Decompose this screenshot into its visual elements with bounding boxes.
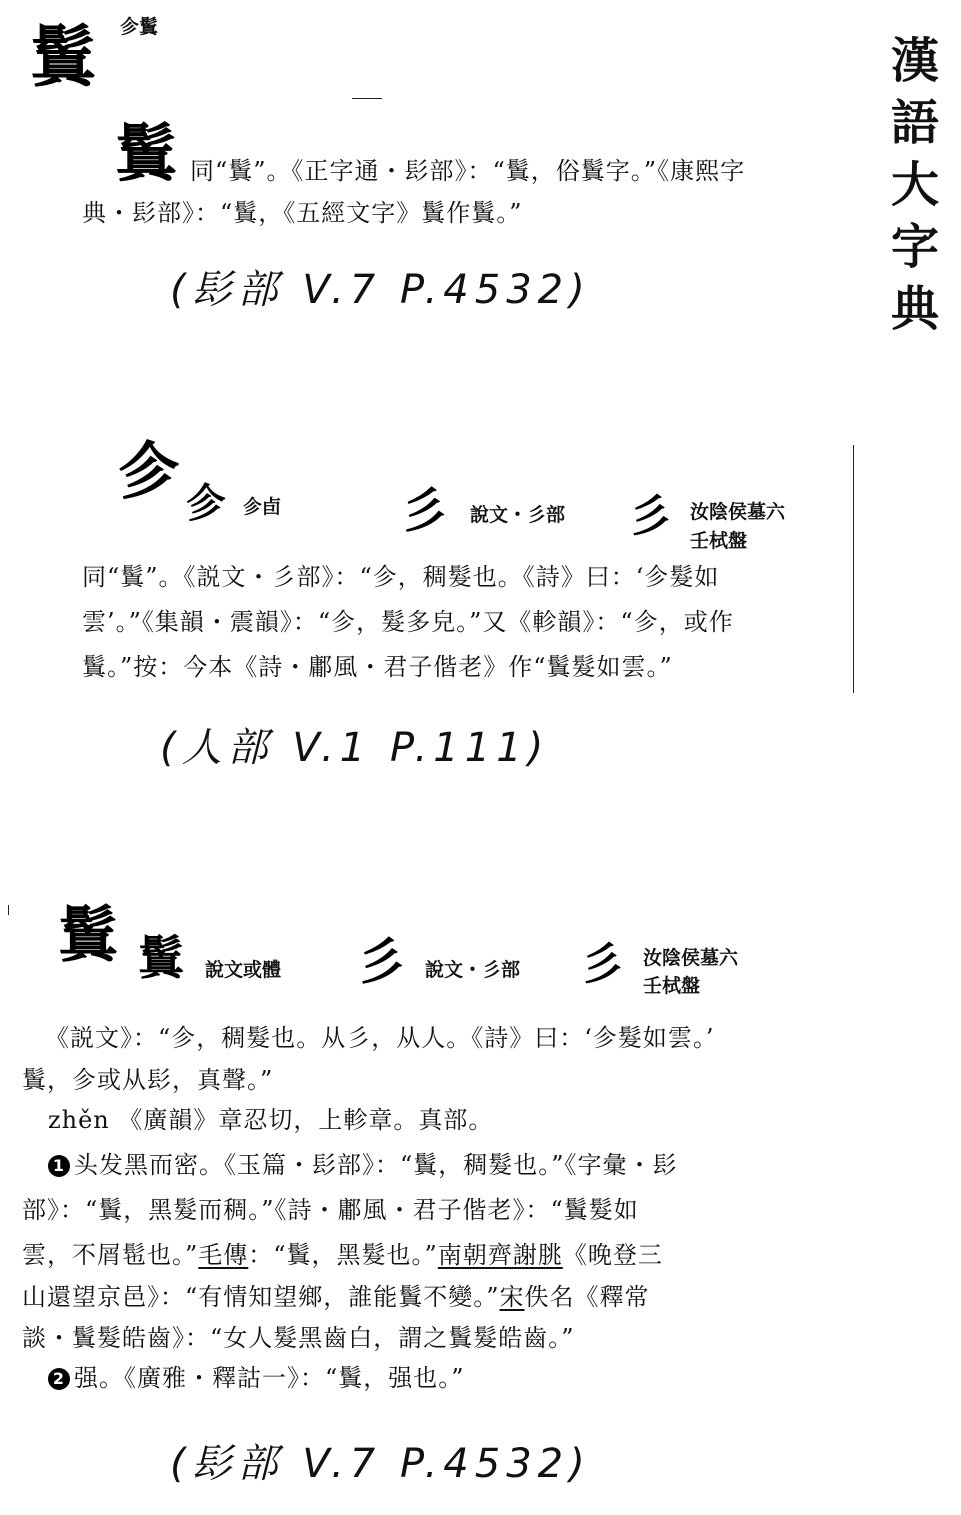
entry3-head-char: 鬒 — [58, 901, 118, 971]
entry2-form-3-label: 壬栻盤 — [690, 530, 748, 552]
entry1-handwritten-ref: (髟部 V.7 P.4532) — [170, 267, 591, 313]
sense-number-badge: 2 — [48, 1368, 70, 1390]
dynasty-name: 宋 — [499, 1283, 525, 1311]
entry3-handwritten-ref: (髟部 V.7 P.4532) — [170, 1441, 591, 1487]
margin-mark — [8, 905, 9, 915]
entry3-form-3-label: 汝陰侯墓六 — [643, 947, 739, 969]
entry2-head-char: 㐱 — [118, 435, 181, 508]
head-char-large: 鬒 — [30, 18, 96, 96]
definition-text: 談・鬒髮皓齒》：“女人髮黑齒白，謂之鬒髮皓齒。” — [22, 1324, 575, 1352]
entry3-seal-form-1: 鬒 — [138, 931, 184, 985]
definition-1 — [48, 1145, 678, 1180]
entry3-form-1-label: 說文或體 — [205, 959, 282, 981]
definition-text: 强。《廣雅・釋詁一》：“鬒，强也。” — [74, 1364, 465, 1392]
definition-text: 山還望京邑》：“有情知望鄉，誰能鬒不變。” — [22, 1283, 500, 1311]
column-rule — [853, 445, 854, 693]
entry3-text-line: 鬒，㐱或从髟，真聲。” — [22, 1066, 274, 1094]
entry2-handwritten-ref: (人部 V.1 P.111) — [160, 725, 550, 771]
definition-line — [22, 1235, 663, 1270]
entry2-form-2-label: 說文・彡部 — [470, 504, 566, 526]
definition-text: 部》：“鬒，黑髮而稠。”《詩・鄘風・君子偕老》：“鬒髮如 — [22, 1196, 639, 1224]
author-name: 南朝齊謝朓 — [437, 1241, 563, 1269]
entry3-form-2-label: 說文・彡部 — [425, 959, 521, 981]
book-title: 漢語大字典 — [890, 33, 939, 337]
entry1-text-line: 同“鬒”。《正字通・髟部》：“鬒，俗鬒字。”《康熙字 — [190, 157, 746, 185]
definition-line — [22, 1277, 650, 1312]
entry2-seal-form-1: 㐱 — [186, 480, 226, 527]
definition-text: 《晚登三 — [562, 1241, 663, 1269]
entry2-seal-form-3: 彡 — [628, 491, 672, 542]
definition-text: 头发黑而密。《玉篇・髟部》：“鬒，稠髮也。”《字彙・髟 — [74, 1151, 678, 1179]
entry3-pronunciation: zhěn 《廣韻》章忍切，上軫章。真部。 — [48, 1106, 494, 1134]
entry2-text-line: 同“鬒”。《説文・彡部》：“㐱，稠髮也。《詩》曰：‘㐱髮如 — [82, 563, 720, 591]
definition-2 — [48, 1358, 465, 1393]
author-name: 毛傳 — [198, 1241, 249, 1269]
entry3-form-3-label: 壬栻盤 — [643, 975, 701, 997]
entry2-seal-form-2: 彡 — [400, 483, 449, 539]
definition-text: 佚名《釋常 — [524, 1283, 650, 1311]
head-char-note: 㐱鬒 — [120, 16, 159, 38]
entry3-text-line: 《説文》：“㐱，稠髮也。从彡，从人。《詩》曰：‘㐱髮如雲。’ — [45, 1024, 715, 1052]
definition-text: ：“鬒，黑髮也。” — [248, 1241, 438, 1269]
definition-text: 雲，不屑髢也。” — [22, 1241, 199, 1269]
divider — [352, 98, 382, 99]
entry3-seal-form-2: 彡 — [356, 932, 406, 991]
entry2-form-1-label: 㐱卣 — [243, 496, 282, 518]
entry2-form-3-label: 汝陰侯墓六 — [690, 501, 786, 523]
entry1-head-char: 鬒 — [115, 117, 178, 190]
entry3-seal-form-3: 彡 — [580, 939, 624, 990]
sense-number-badge: 1 — [48, 1155, 70, 1177]
entry1-text-line: 典・髟部》：“鬒，《五經文字》鬒作鬒。” — [82, 199, 523, 227]
entry2-text-line: 鬒。”按：今本《詩・鄘風・君子偕老》作“鬒髮如雲。” — [82, 653, 673, 681]
entry2-text-line: 雲’。”《集韻・震韻》：“㐱，髮多皃。”又《軫韻》：“㐱，或作 — [82, 608, 734, 636]
